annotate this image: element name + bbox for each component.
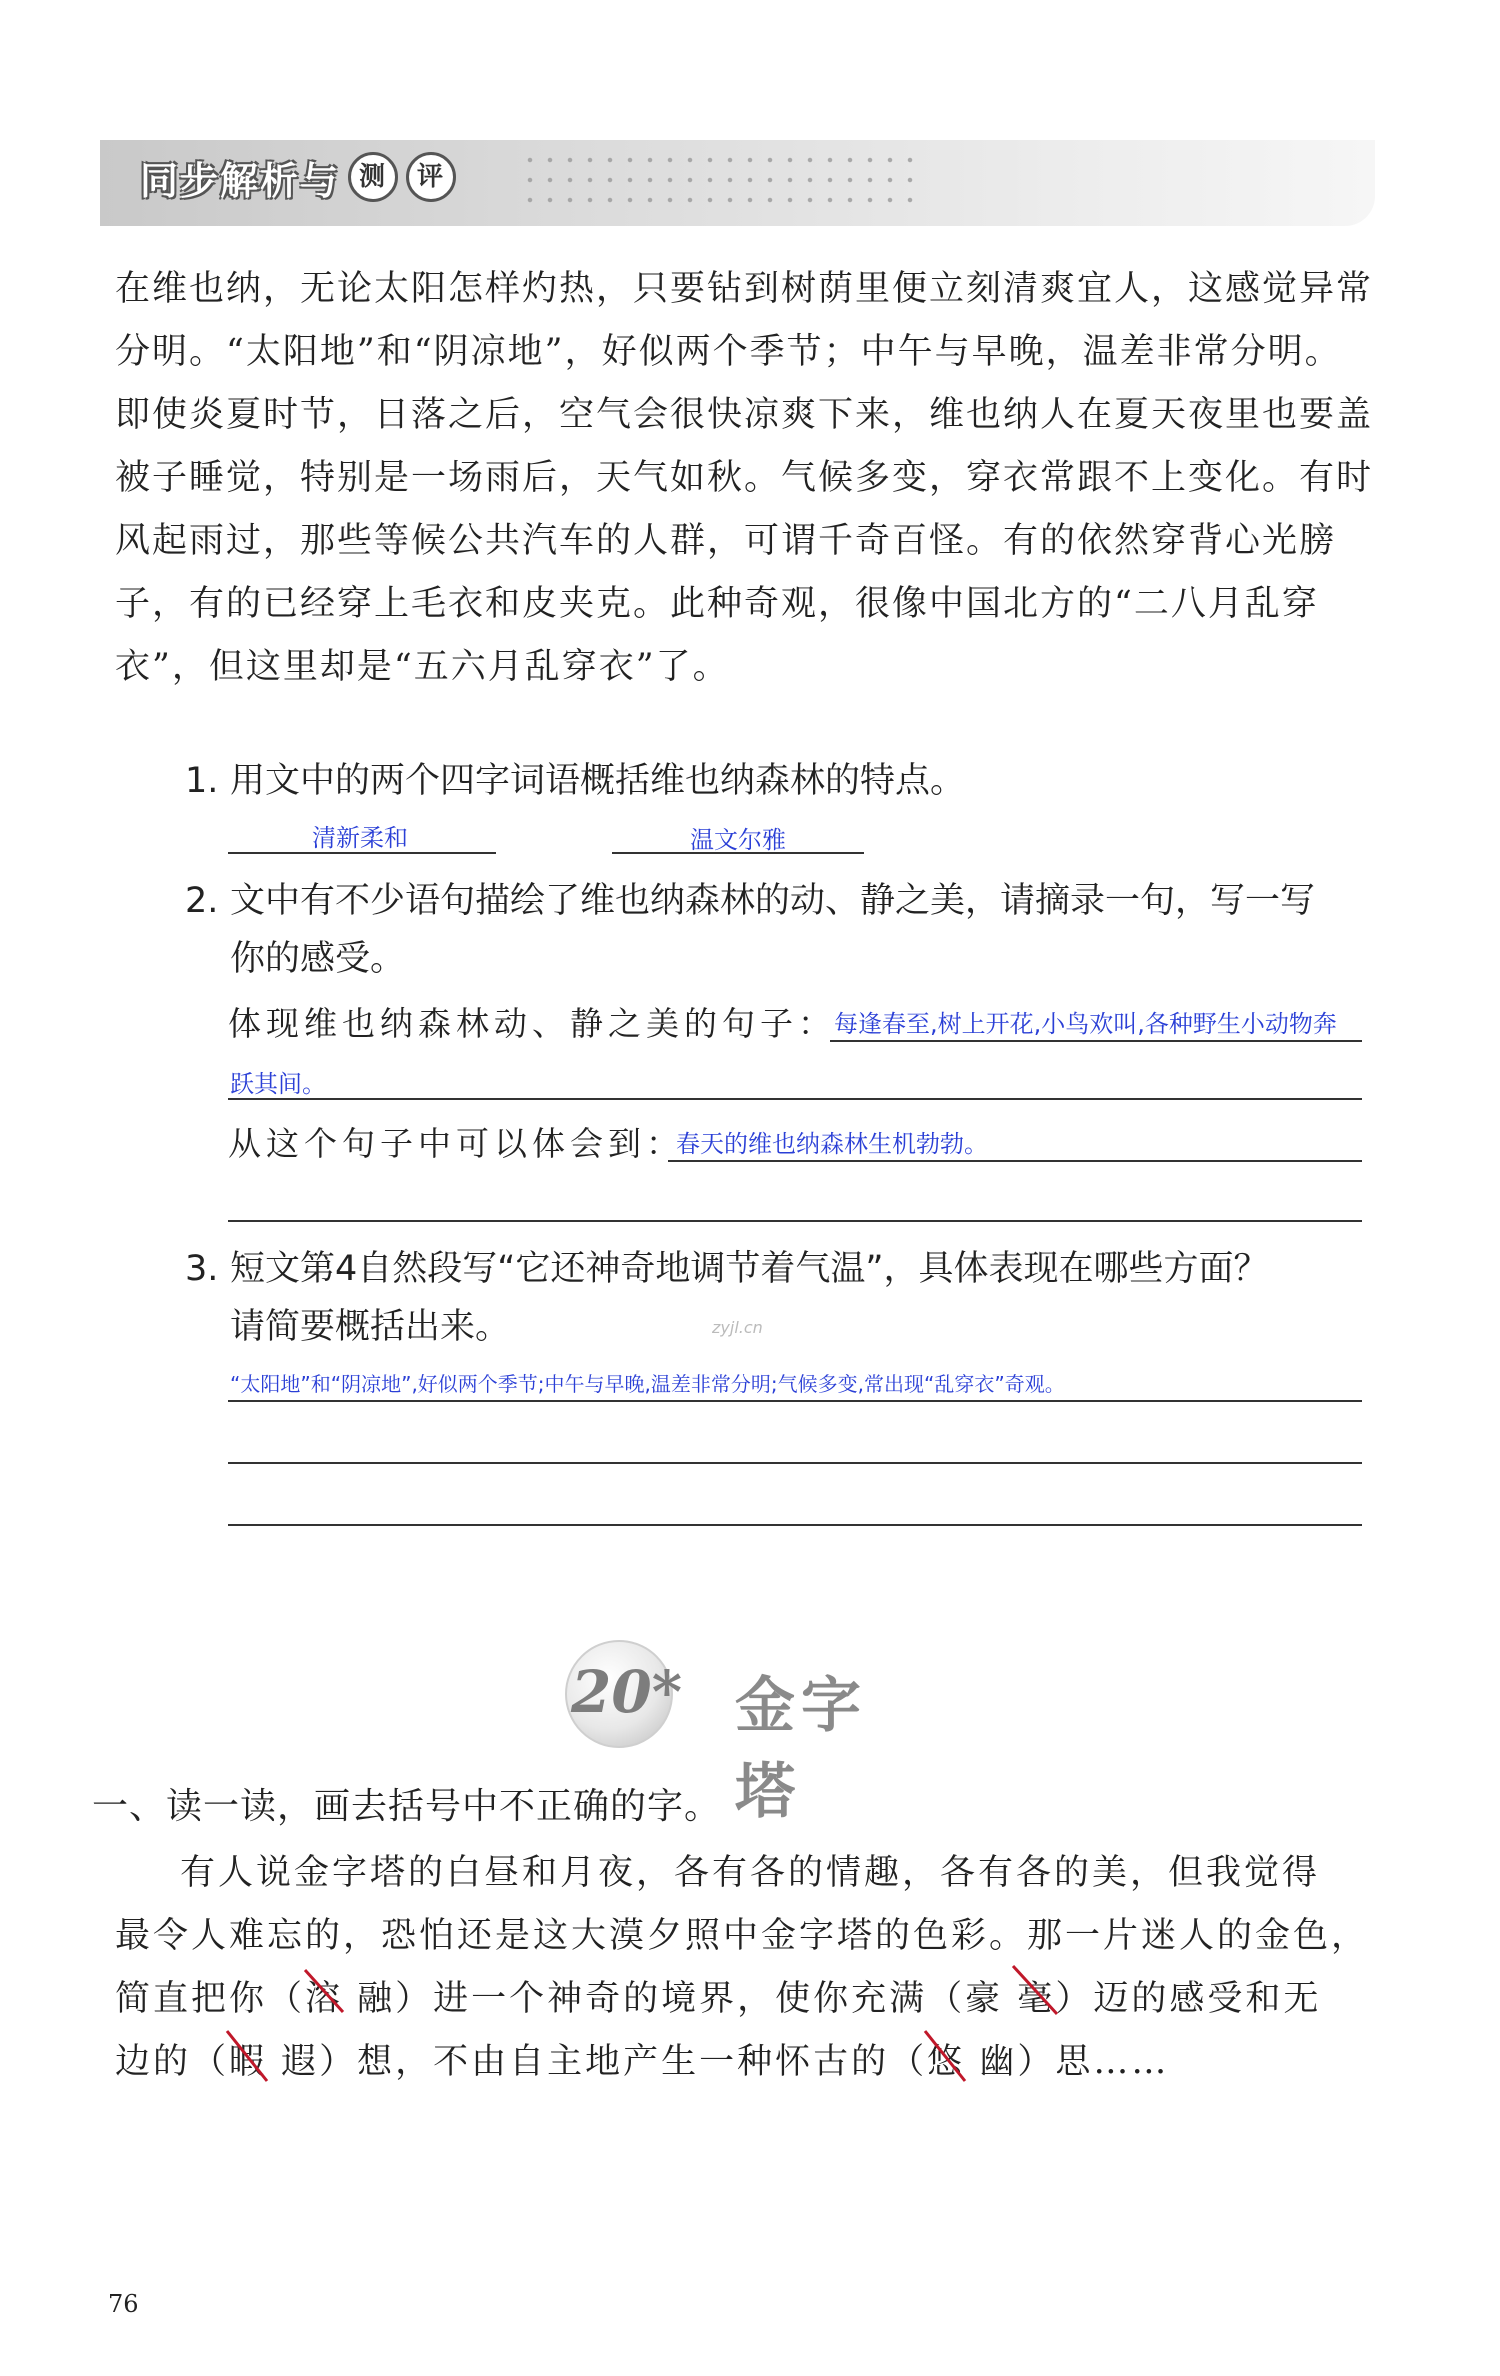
crossed-character[interactable]: 暇 — [229, 2031, 267, 2094]
question-number: 1. — [185, 761, 219, 801]
passage — [115, 258, 1375, 699]
handwritten-answer: “太阳地”和“阴凉地”,好似两个季节;中午与早晚,温差非常分明;气候多变,常出现“乱穿衣”奇观。 — [230, 1372, 1065, 1396]
crossed-character[interactable]: 悠 — [927, 2031, 965, 2094]
answer-line[interactable] — [228, 1400, 1362, 1402]
answer-line[interactable] — [228, 1524, 1362, 1526]
passage-line: 简直把你（溶 融）进一个神奇的境界，使你充满（豪 毫 ）迈的感受和无 — [115, 1968, 1375, 2031]
passage-line: 最令人难忘的，恐怕还是这大漠夕照中金字塔的色彩。那一片迷人的金色， — [115, 1916, 1370, 1956]
passage-line: 子，有的已经穿上毛衣和皮夹克。此种奇观，很像中国北方的“二八月乱穿 — [115, 584, 1319, 624]
question-text: 短文第4自然段写“它还神奇地调节着气温”，具体表现在哪些方面？ — [230, 1249, 1269, 1289]
question-number: 2. — [185, 881, 219, 921]
passage-line: 边的（暇 遐）想，不由自主地产生一种怀古的（悠 幽）思…… — [115, 2031, 1375, 2094]
answer-label: 体现维也纳森林动、静之美的句子： — [228, 1004, 836, 1043]
passage-line: 风起雨过，那些等候公共汽车的人群，可谓千奇百怪。有的依然穿背心光膀 — [115, 521, 1337, 561]
lesson-title — [565, 1640, 925, 1827]
answer-line[interactable] — [228, 1220, 1362, 1222]
answer-label: 从这个句子中可以体会到： — [228, 1124, 684, 1163]
passage-line: 即使炎夏时节，日落之后，空气会很快凉爽下来，维也纳人在夏天夜里也要盖 — [115, 395, 1374, 435]
question-text: 请简要概括出来。 — [230, 1307, 511, 1347]
section-title: 一、读一读，画去括号中不正确的字。 — [92, 1786, 722, 1827]
handwritten-answer: 跃其间。 — [230, 1070, 326, 1098]
question-1 — [185, 752, 1375, 810]
passage-line: 被子睡觉，特别是一场雨后，天气如秋。气候多变，穿衣常跟不上变化。有时 — [115, 458, 1374, 498]
passage-line: 有人说金字塔的白昼和月夜，各有各的情趣，各有各的美，但我觉得 — [180, 1853, 1321, 1893]
handwritten-answer: 春天的维也纳森林生机勃勃。 — [676, 1130, 988, 1158]
answer-line[interactable] — [668, 1160, 1362, 1162]
brand-circle-1: 测 — [348, 152, 398, 202]
watermark: zyjl.cn — [712, 1318, 763, 1337]
question-2 — [185, 872, 1375, 988]
crossed-character[interactable]: 溶 — [305, 1968, 343, 2031]
lesson-name: 金字塔 — [735, 1671, 867, 1827]
answer-line[interactable] — [228, 1462, 1362, 1464]
book-brand — [140, 152, 456, 202]
answer-line[interactable] — [228, 1098, 1362, 1100]
crossed-character[interactable]: 毫 — [1017, 1968, 1055, 2031]
page-number: 76 — [108, 2290, 139, 2318]
answer-line[interactable] — [830, 1040, 1362, 1042]
brand-circle-2: 评 — [406, 152, 456, 202]
question-text: 你的感受。 — [230, 939, 406, 979]
passage-line: 分明。“太阳地”和“阴凉地”，好似两个季节；中午与早晚，温差非常分明。 — [115, 332, 1342, 372]
question-number: 3. — [185, 1249, 219, 1289]
handwritten-answer: 温文尔雅 — [690, 826, 786, 854]
brand-main: 同步解析与 — [140, 158, 341, 203]
passage-line: 在维也纳，无论太阳怎样灼热，只要钻到树荫里便立刻清爽宜人，这感觉异常 — [115, 269, 1374, 309]
handwritten-answer: 每逢春至,树上开花,小鸟欢叫,各种野生小动物奔 — [834, 1010, 1337, 1038]
passage-line: 衣”，但这里却是“五六月乱穿衣”了。 — [115, 647, 730, 687]
exercise-passage — [180, 1842, 1375, 1905]
question-3 — [185, 1240, 1375, 1356]
exercise-passage — [115, 1905, 1375, 2094]
question-text: 用文中的两个四字词语概括维也纳森林的特点。 — [230, 761, 966, 801]
question-text: 文中有不少语句描绘了维也纳森林的动、静之美，请摘录一句，写一写 — [230, 881, 1316, 921]
header-decoration — [520, 150, 920, 210]
lesson-number: 20* — [571, 1658, 683, 1726]
handwritten-answer: 清新柔和 — [312, 824, 408, 852]
